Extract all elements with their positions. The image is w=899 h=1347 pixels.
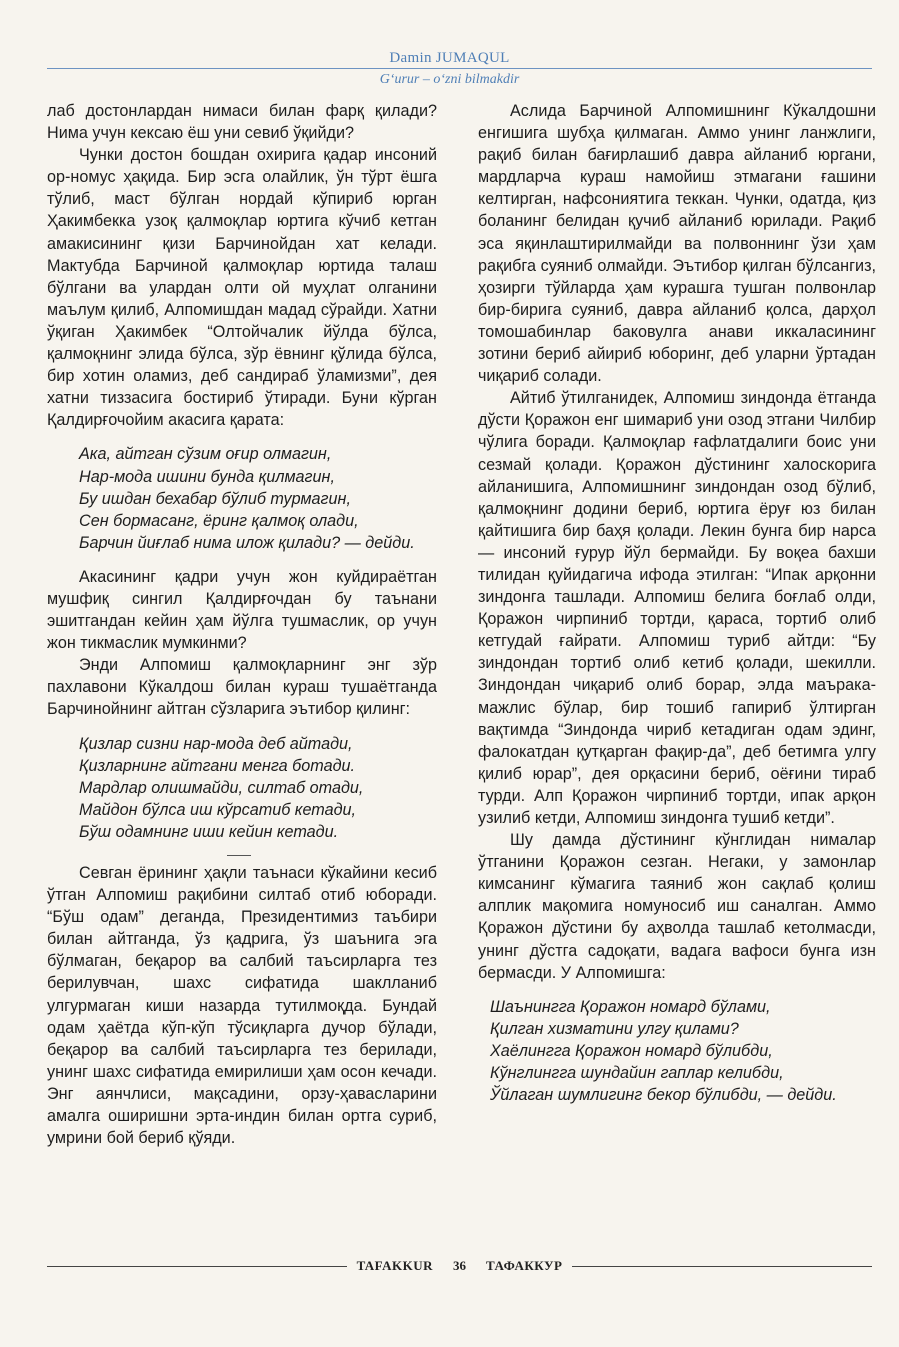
verse-line: Қизларнинг айтгани менга ботади. — [79, 756, 356, 775]
header-rule — [47, 68, 872, 69]
verse-line: Кўнглингга шундайин гаплар келибди, — [490, 1064, 784, 1083]
right-column — [478, 100, 876, 1118]
verse-block — [47, 443, 437, 553]
verse-line: Ака, айтган сўзим оғир олмагин, — [79, 445, 332, 464]
verse-line: Ўйлаган шумлигинг бекор бўлибди, — дейди. — [490, 1086, 837, 1105]
running-header — [0, 50, 899, 67]
verse-block — [47, 733, 437, 843]
verse-line: Мардлар олишмайди, силтаб отади, — [79, 778, 364, 797]
verse-line: Қилган хизматини улгу қилами? — [490, 1019, 739, 1038]
left-column — [47, 100, 437, 1149]
footer-rule — [47, 1266, 347, 1267]
page-number: 36 — [453, 1258, 467, 1273]
paragraph: Чунки достон бошдан охирига қадар инсоний ор-номус ҳақида. Бир эсга олайлик, ўн тўрт ёшга тўлиб, маст бўлган нордай кўпириб юрган Ҳакимбекка узоқ қалмоқлар юртига кўчиб кетган амакисининг қизи Барчинойдан хат келади. Мактубда Барчиной қалмоқлар юртида талаш бўлгани ва улардан олти ой муҳлат олганини маълум қилиб, Алпомишдан мадад сўрайди. Хатни ўқиган Ҳакимбек “Олтойчалик йўлда бўлса, қалмоқнинг элида бўлса, зўр ёвнинг қўлида бўлса, бир хотин оламиз, деб сандираб ўламизми”, дея хатни тиззасига бостириб ўтиради. Буни кўрган Қалдирғочойим акасига қарата: — [47, 146, 437, 430]
verse-line: Хаёлингга Қоражон номард бўлибди, — [490, 1041, 773, 1060]
paragraph: Айтиб ўтилганидек, Алпомиш зиндонда ётганда дўсти Қоражон енг шимариб уни озод этгани Чилбир чўлига боради. Қалмоқлар ғафлатдалиги боис уни сезмай қолади. Қоражон дўстининг халоскорига айланишига, Алпомишнинг зиндондан озод бўлиб, қалмоқнинг додини бериб, юртига ёруғ юз билан қайтишига бир баҳя қолади. Лекин бунга бир нарса — инсоний ғурур йўл бермайди. Бу воқеа бахши тилидан қуйидагича ифода этилган: “Ипак арқонни зиндонга ташлади. Алпомиш белига боғлаб олди, Қоражон чирпиниб тортди, қараса, тортиб олиб кетгудай ғайрати. Алпомиш туриб айтди: “Бу зиндондан тортиб олиб кетиб қолади, шекилли. Зиндондан чиқариб олиб борар, элда маърака-мажлис бўлар, бир тошиб гапириб ўлтирган вақтимда “Зиндонда чириб кетадиган одам эдинг, фалокатдан қутқарган фақир-да”, деб бетимга улгу қилиб юрар”, дея орқасини бериб, оёғини тираб турди. Алп Қоражон чирпиниб тортди, ипак арқон узилиб кетди, Алпомиш зиндонга тушиб кетди”. — [478, 389, 876, 827]
page-footer — [47, 1258, 872, 1274]
verse-line: Нар-мода ишини бунда қилмагин, — [79, 467, 335, 486]
paragraph: Аслида Барчиной Алпомишнинг Кўкалдошни енгишига шубҳа қилмаган. Аммо унинг ланжлиги, рақиб билан бағирлашиб давра айланиб юргани, мардларча кураш намойиш этмагани ғашини келтирган, нафсониятига теккан. Чунки, одатда, қиз боланинг белидан қучиб айланиб юрилади. Рақиб эса яқинлаштирилмайди ва полвоннинг ўзи ҳам рақибга суяниб олмайди. Эътибор қилган бўлсангиз, ҳозирги тўйларда ҳам курашга тушган полвонлар бир-бирига суяниб, давра айланиб қолса, дарҳол томошабинлар баковулга анави иккаласининг зотини бериб айириб юборинг, деб уларни ўртадан чиқариб солади. — [478, 102, 876, 386]
verse-line: Майдон бўлса иш кўрсатиб кетади, — [79, 800, 357, 819]
paragraph: Севган ёрининг ҳақли таънаси кўкайини кесиб ўтган Алпомиш рақибини силтаб отиб юборади. “Бўш одам” деганда, Президентимиз таъбири билан айтганда, ўз қадрига, ўз шаънига эга бўлмаган, беқарор ва салбий таъсирларга тез берилувчан, шахс сифатида шаклланиб улгурмаган киши назарда тутилмоқда. Бундай одам ҳаётда кўп-кўп тўсиқларга дучор бўлади, беқарор ва салбий таъсирларга тез берилади, унинг шахс сифатида емирилиши ҳам осон кечади. Энг аянчлиси, мақсадини, орзу-ҳавасларини амалга оширишни эрта-индин билан ортга суриб, умрини бой бериб қўяди. — [47, 864, 437, 1148]
paragraph: Акасининг қадри учун жон куйдираётган мушфиқ сингил Қалдирғочдан бу таънани эшитгандан кейин ҳам йўлга тушмаслик, ор учун жон тикмаслик мумкинми? — [47, 567, 437, 653]
paragraph: Энди Алпомиш қалмоқларнинг энг зўр пахлавони Кўкалдош билан кураш тушаётганда Барчинойнинг айтган сўзларига эътибор қилинг: — [47, 656, 437, 719]
verse-line: Қизлар сизни нар-мода деб айтади, — [79, 734, 353, 753]
paragraph: Шу дамда дўстининг кўнглидан нималар ўтганини Қоражон сезган. Негаки, у замонлар кимсанинг кўмагига таяниб жон сақлаб қолиш алплик мақомига номуносиб иш саналган. Аммо Қоражон дўстини бу аҳволда ташлаб кетолмасди, унинг дўстга садоқати, вадага вафоси бунга изн бермасди. У Алпомишга: — [478, 831, 876, 982]
header-subtitle: G‘urur – o‘zni bilmakdir — [379, 72, 520, 87]
verse-line: Сен бормасанг, ёринг қалмоқ олади, — [79, 511, 359, 530]
footer-label-latin: TAFAKKUR — [356, 1258, 434, 1273]
verse-line: Шаънингга Қоражон номард бўлами, — [490, 997, 771, 1016]
verse-line: Бўш одамнинг иши кейин кетади. — [79, 822, 339, 841]
verse-line: Бу ишдан бехабар бўлиб турмагин, — [79, 489, 351, 508]
footer-rule — [572, 1266, 872, 1267]
paragraph: лаб достонлардан нимаси билан фарқ қилади? Нима учун кексаю ёш уни севиб ўқийди? — [47, 102, 437, 143]
footer-label-cyrillic: ТАФАККУР — [486, 1258, 563, 1273]
verse-line: Барчин йиғлаб нима илож қилади? — дейди. — [79, 533, 415, 552]
header-author: Damin JUMAQUL — [389, 50, 510, 66]
verse-block — [478, 996, 876, 1106]
section-divider — [227, 855, 251, 856]
